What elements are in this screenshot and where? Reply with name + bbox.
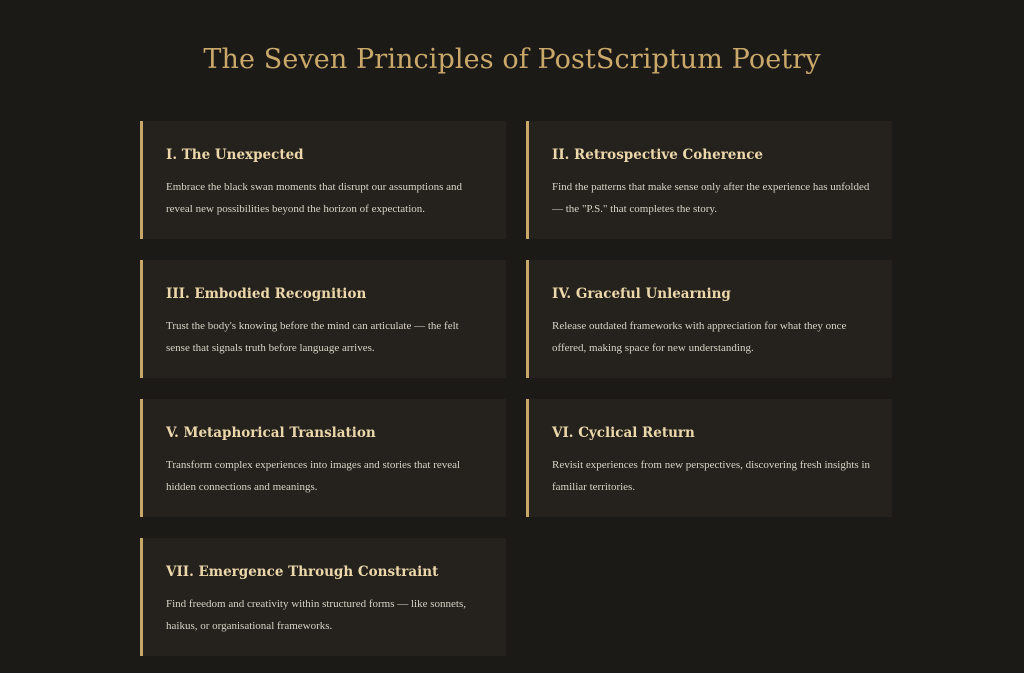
principle-text: Find freedom and creativity within structured forms — like sonnets, haikus, or organisational frameworks. bbox=[166, 598, 466, 632]
principle-title: VII. Emergence Through Constraint bbox=[166, 564, 439, 580]
principle-card-7 bbox=[140, 538, 506, 656]
principles-grid bbox=[140, 121, 892, 656]
principle-card-3 bbox=[140, 260, 506, 378]
principle-title: V. Metaphorical Translation bbox=[166, 425, 376, 441]
principle-title: III. Embodied Recognition bbox=[166, 286, 367, 302]
principle-title: II. Retrospective Coherence bbox=[552, 147, 764, 163]
principle-card-2 bbox=[526, 121, 892, 239]
principle-title: I. The Unexpected bbox=[166, 147, 304, 163]
principle-card-6 bbox=[526, 399, 892, 517]
principle-title: VI. Cyclical Return bbox=[552, 425, 695, 441]
principle-card-5 bbox=[140, 399, 506, 517]
principle-text: Transform complex experiences into images and stories that reveal hidden connections and meanings. bbox=[166, 459, 461, 493]
principle-title: IV. Graceful Unlearning bbox=[552, 286, 731, 302]
principle-text: Find the patterns that make sense only after the experience has unfolded — the "P.S." that completes the story. bbox=[552, 181, 870, 215]
principle-card-4 bbox=[526, 260, 892, 378]
principle-text: Embrace the black swan moments that disrupt our assumptions and reveal new possibilities beyond the horizon of expectation. bbox=[166, 181, 463, 215]
principle-text: Trust the body's knowing before the mind can articulate — the felt sense that signals truth before language arrives. bbox=[166, 320, 459, 354]
principle-text: Revisit experiences from new perspectives, discovering fresh insights in familiar territories. bbox=[552, 459, 871, 493]
page-title: The Seven Principles of PostScriptum Poetry bbox=[203, 44, 821, 75]
principle-text: Release outdated frameworks with appreciation for what they once offered, making space for new understanding. bbox=[552, 320, 847, 354]
principle-card-1 bbox=[140, 121, 506, 239]
